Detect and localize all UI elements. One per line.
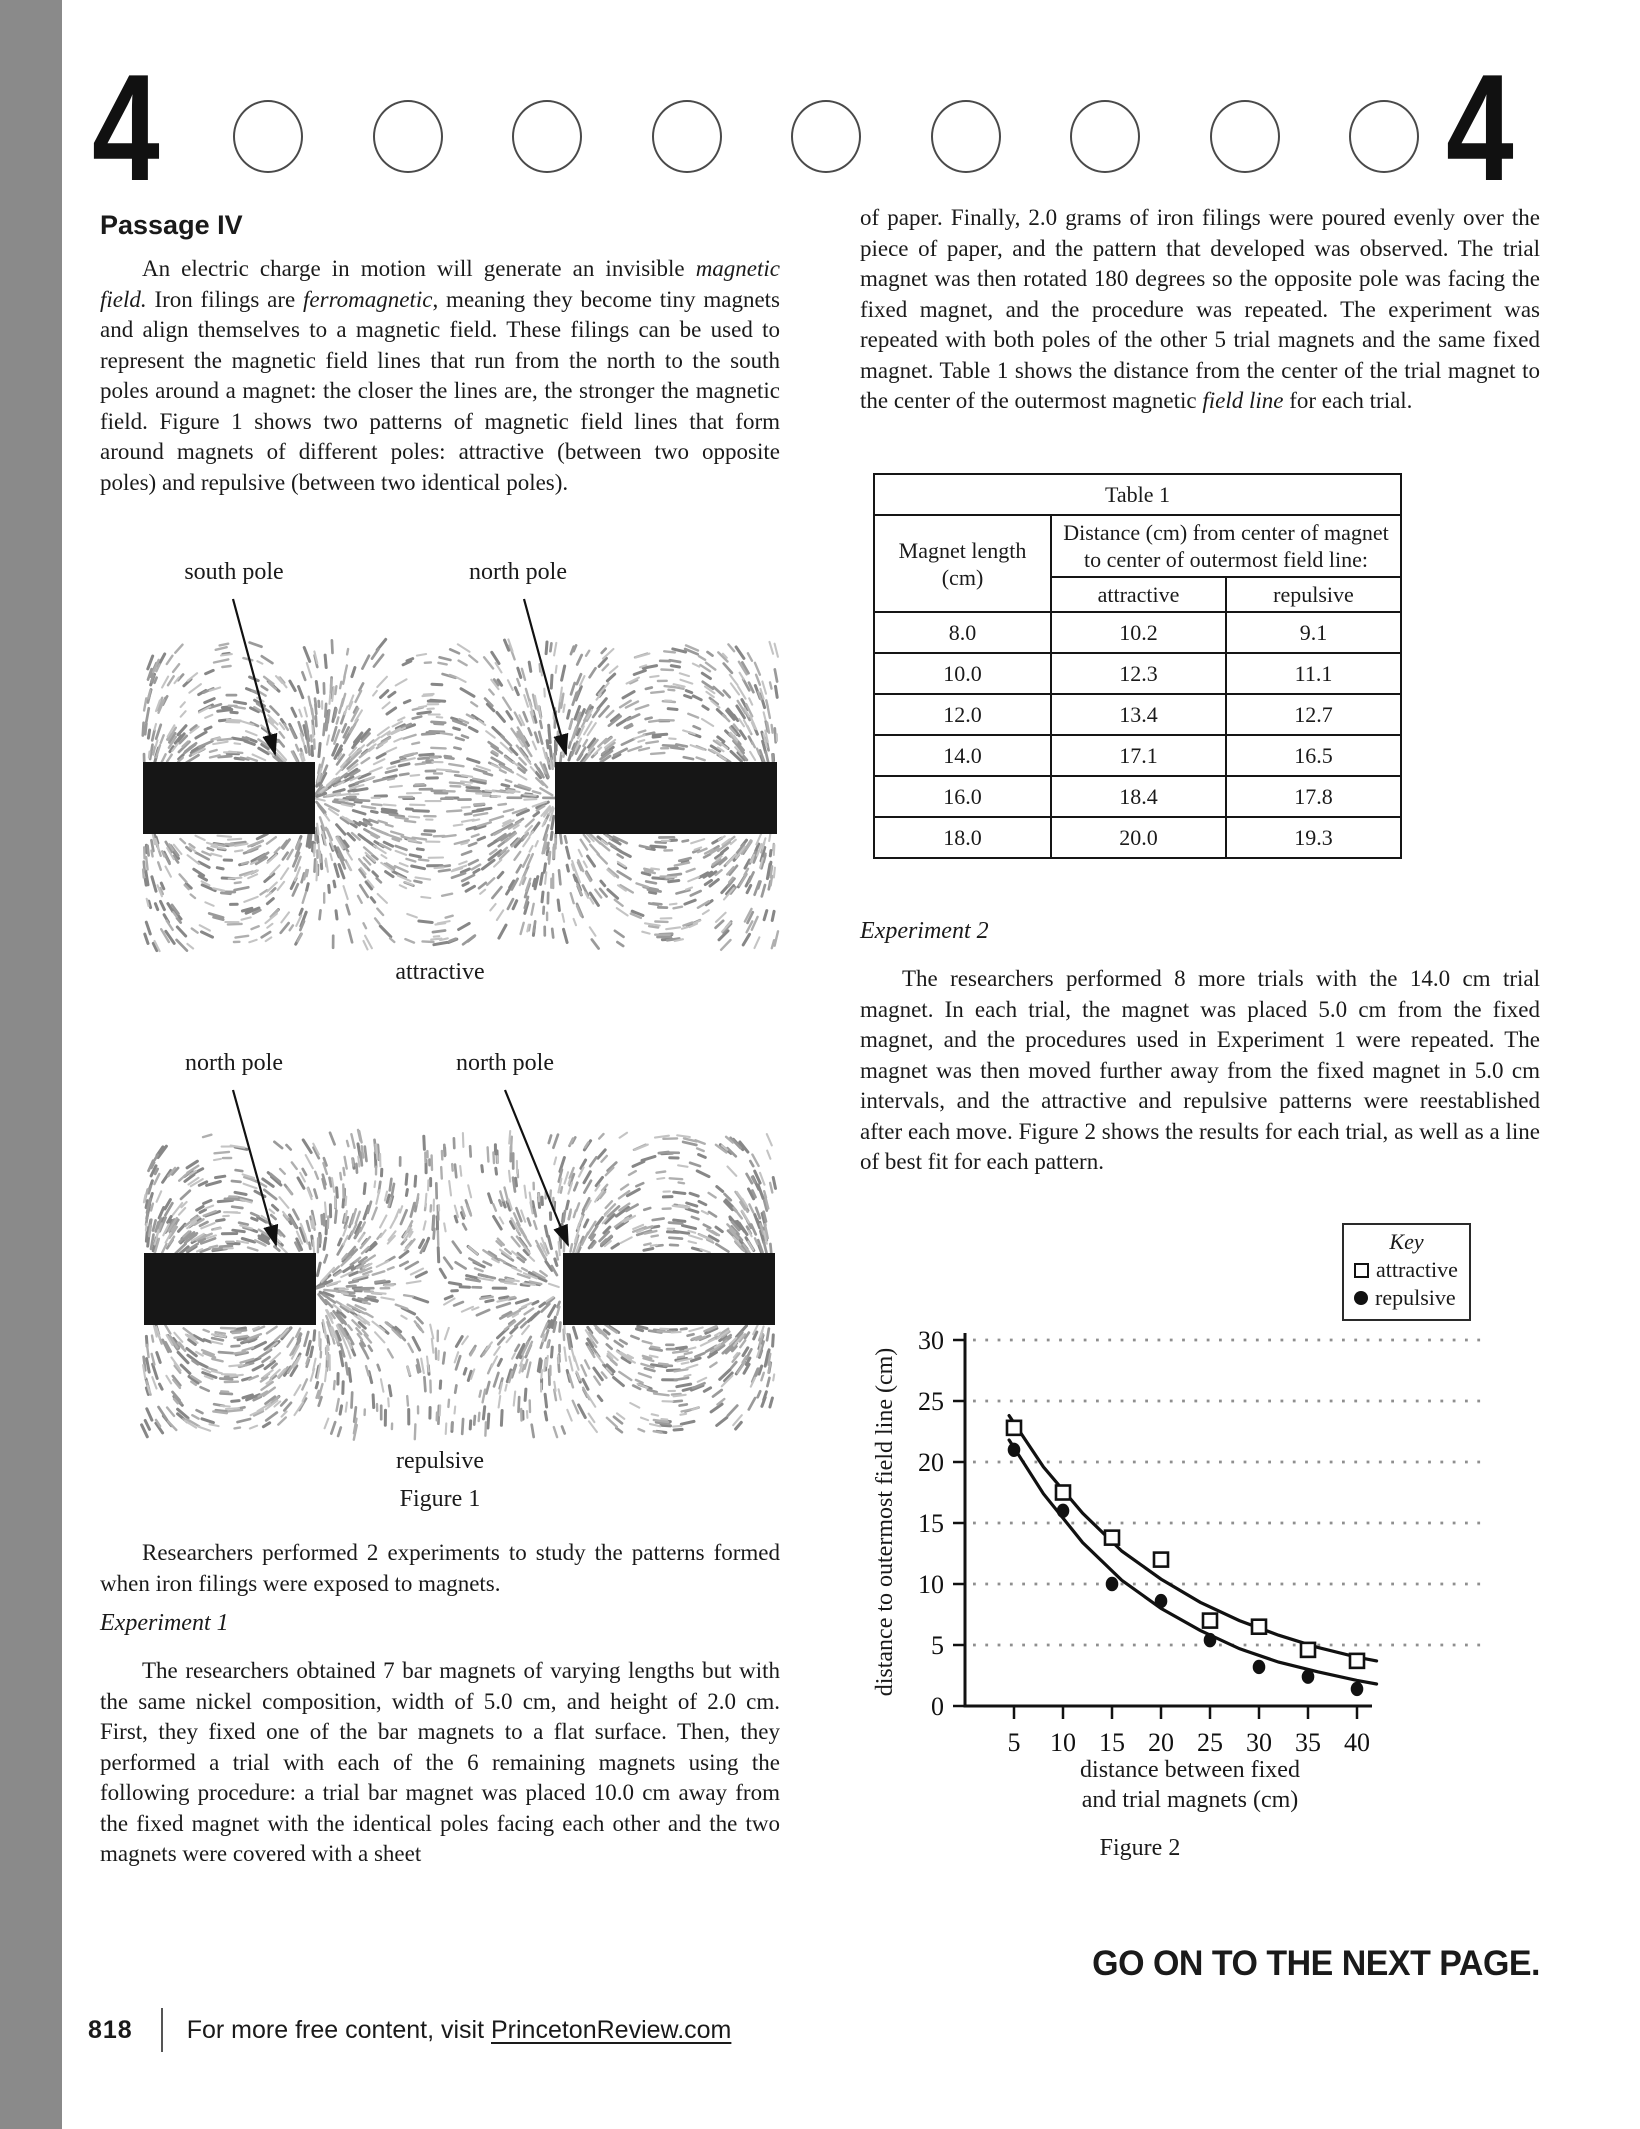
table-cell: 18.0 <box>874 817 1051 858</box>
princeton-review-link[interactable]: PrincetonReview.com <box>491 2015 732 2044</box>
text-run: of paper. Finally, 2.0 grams of iron filings were poured evenly over the piece of paper, and the pattern that developed was observed. The trial magnet was then rotated 180 degrees so the opposite pole was facing the fixed magnet, and the procedure was repeated. The experiment was repeated with both poles of the other 5 trial magnets and the same fixed magnet. Table 1 shows the distance from the center of the trial magnet to the center of the outermost magnetic <box>860 205 1540 413</box>
svg-text:15: 15 <box>1099 1728 1125 1757</box>
text-run: , meaning they become tiny magnets and align themselves to a magnetic field. These filings can be used to represent the magnetic field lines that run from the north to the south poles around a magnet: the closer the lines are, the stronger the magnetic field. Figure 1 shows two patterns of magnetic field lines that form around magnets of different poles: attractive (between two opposite poles) and repulsive (between two identical poles). <box>100 286 780 495</box>
figure2-chart <box>860 1195 1540 1895</box>
col-header-distance: Distance (cm) from center of magnet to center of outermost field line: <box>1051 515 1401 577</box>
svg-text:5: 5 <box>931 1631 944 1660</box>
table-cell: 8.0 <box>874 612 1051 653</box>
page-number: 818 <box>88 2015 133 2044</box>
svg-text:5: 5 <box>1007 1728 1021 1757</box>
text-run: An electric charge in motion will generate an invisible <box>142 256 696 281</box>
south-pole-arrow <box>233 599 275 754</box>
header-bubble <box>652 100 722 173</box>
header-bubble <box>1070 100 1140 173</box>
chart-legend <box>1342 1223 1471 1321</box>
left-margin-bar <box>0 0 62 2129</box>
text-run-italic: field line <box>1202 388 1284 413</box>
svg-text:35: 35 <box>1295 1728 1321 1757</box>
passage-heading: Passage IV <box>100 210 243 240</box>
table-header-row <box>874 515 1401 577</box>
page-footer <box>88 2008 731 2052</box>
text-run-italic: magnetic field. <box>100 256 780 312</box>
experiment2-heading: Experiment 2 <box>860 918 989 944</box>
experiment1-paragraph: The researchers obtained 7 bar magnets of varying lengths but with the same nickel composition, width of 5.0 cm, and height of 2.0 cm. First, they fixed one of the bar magnets to a flat surface. Then, they performed a trial with each of the 6 remaining magnets using the following procedure: a trial bar magnet was placed 10.0 cm away from the fixed magnet with the identical poles facing each other and the two magnets were covered with a sheet <box>100 1658 780 1866</box>
bar-magnet-left <box>143 762 315 834</box>
table-cell: 12.3 <box>1051 653 1226 694</box>
section-number-left: 4 <box>92 43 157 213</box>
legend-entry-attractive: attractive <box>1354 1257 1469 1283</box>
figure1-attractive-panel <box>100 545 780 995</box>
legend-title: Key <box>1389 1229 1424 1254</box>
table-title-row <box>874 474 1401 515</box>
header-bubble <box>373 100 443 173</box>
svg-text:25: 25 <box>1197 1728 1223 1757</box>
table-cell: 12.7 <box>1226 694 1401 735</box>
x-axis-label: distance between fixed and trial magnets (cm) <box>1080 1757 1300 1813</box>
table-cell: 16.0 <box>874 776 1051 817</box>
svg-text:10: 10 <box>1050 1728 1076 1757</box>
bar-magnet-left <box>144 1253 316 1325</box>
table-cell: 12.0 <box>874 694 1051 735</box>
filled-circle-marker-icon <box>1354 1291 1368 1305</box>
bar-magnet-right <box>555 762 777 834</box>
intro-paragraph <box>100 254 780 498</box>
header-bubble-row <box>233 100 1419 173</box>
table-row <box>874 653 1401 694</box>
researchers-paragraph: Researchers performed 2 experiments to study the patterns formed when iron filings were exposed to magnets. <box>100 1540 780 1596</box>
section-number-right: 4 <box>1446 43 1511 213</box>
open-square-marker-icon <box>1354 1263 1369 1278</box>
repulsive-caption: repulsive <box>396 1448 484 1474</box>
table-cell: 20.0 <box>1051 817 1226 858</box>
table-row <box>874 776 1401 817</box>
svg-text:15: 15 <box>918 1509 944 1538</box>
table-cell: 18.4 <box>1051 776 1226 817</box>
table-cell: 11.1 <box>1226 653 1401 694</box>
header-bubble <box>233 100 303 173</box>
table-title: Table 1 <box>874 474 1401 515</box>
figure1-caption: Figure 1 <box>399 1486 481 1512</box>
col-header-attractive: attractive <box>1051 577 1226 612</box>
header-bubble <box>931 100 1001 173</box>
footer-text: For more free content, visit <box>186 2015 485 2044</box>
table-cell: 19.3 <box>1226 817 1401 858</box>
svg-text:10: 10 <box>918 1570 944 1599</box>
table-cell: 10.0 <box>874 653 1051 694</box>
svg-text:40: 40 <box>1344 1728 1370 1757</box>
svg-text:0: 0 <box>931 1692 944 1721</box>
south-pole-label: south pole <box>184 559 284 585</box>
col-header-repulsive: repulsive <box>1226 577 1401 612</box>
header-bubble <box>1349 100 1419 173</box>
text-run: for each trial. <box>1283 388 1413 413</box>
header-bubble <box>1210 100 1280 173</box>
table-row <box>874 612 1401 653</box>
north-pole-label-left: north pole <box>185 1050 283 1076</box>
header-bubble <box>791 100 861 173</box>
col-header-magnet-length: Magnet length (cm) <box>874 515 1051 612</box>
table-cell: 14.0 <box>874 735 1051 776</box>
text-run: Iron filings are <box>146 286 304 312</box>
svg-text:30: 30 <box>1246 1728 1272 1757</box>
svg-text:25: 25 <box>918 1387 944 1416</box>
table-cell: 10.2 <box>1051 612 1226 653</box>
table-cell: 17.8 <box>1226 776 1401 817</box>
legend-entry-repulsive: repulsive <box>1354 1285 1469 1311</box>
svg-text:20: 20 <box>918 1448 944 1477</box>
y-axis-label: distance to outermost field line (cm) <box>872 1347 898 1697</box>
north-pole-label: north pole <box>469 559 567 585</box>
table-cell: 13.4 <box>1051 694 1226 735</box>
continuation-paragraph <box>860 203 1540 417</box>
svg-text:20: 20 <box>1148 1728 1174 1757</box>
attractive-caption: attractive <box>395 959 485 985</box>
go-on-instruction: GO ON TO THE NEXT PAGE. <box>1092 1944 1540 1983</box>
iron-filings-repulsive-image <box>100 1040 780 1475</box>
table-row <box>874 735 1401 776</box>
table-row <box>874 694 1401 735</box>
figure1-repulsive-panel <box>100 1040 780 1475</box>
header-bubble <box>512 100 582 173</box>
iron-filings-attractive-image <box>100 545 780 995</box>
experiment2-paragraph: The researchers performed 8 more trials with the 14.0 cm trial magnet. In each trial, the magnet was placed 5.0 cm from the fixed magnet, and the procedures used in Experiment 1 were repeated. The magnet was then moved further away from the fixed magnet in 5.0 cm intervals, and the attractive and repulsive patterns were reestablished after each move. Figure 2 shows the results for each trial, as well as a line of best fit for each pattern. <box>860 966 1540 1174</box>
bar-magnet-right <box>563 1253 775 1325</box>
table-row <box>874 817 1401 858</box>
svg-text:30: 30 <box>918 1326 944 1355</box>
text-run-italic: ferromagnetic <box>303 286 433 312</box>
table-cell: 16.5 <box>1226 735 1401 776</box>
north-pole-label-right: north pole <box>456 1050 554 1076</box>
table-cell: 9.1 <box>1226 612 1401 653</box>
experiment1-heading: Experiment 1 <box>100 1610 229 1636</box>
figure2-caption: Figure 2 <box>1099 1835 1181 1861</box>
table1 <box>873 473 1402 859</box>
footer-divider <box>161 2008 163 2052</box>
table-cell: 17.1 <box>1051 735 1226 776</box>
